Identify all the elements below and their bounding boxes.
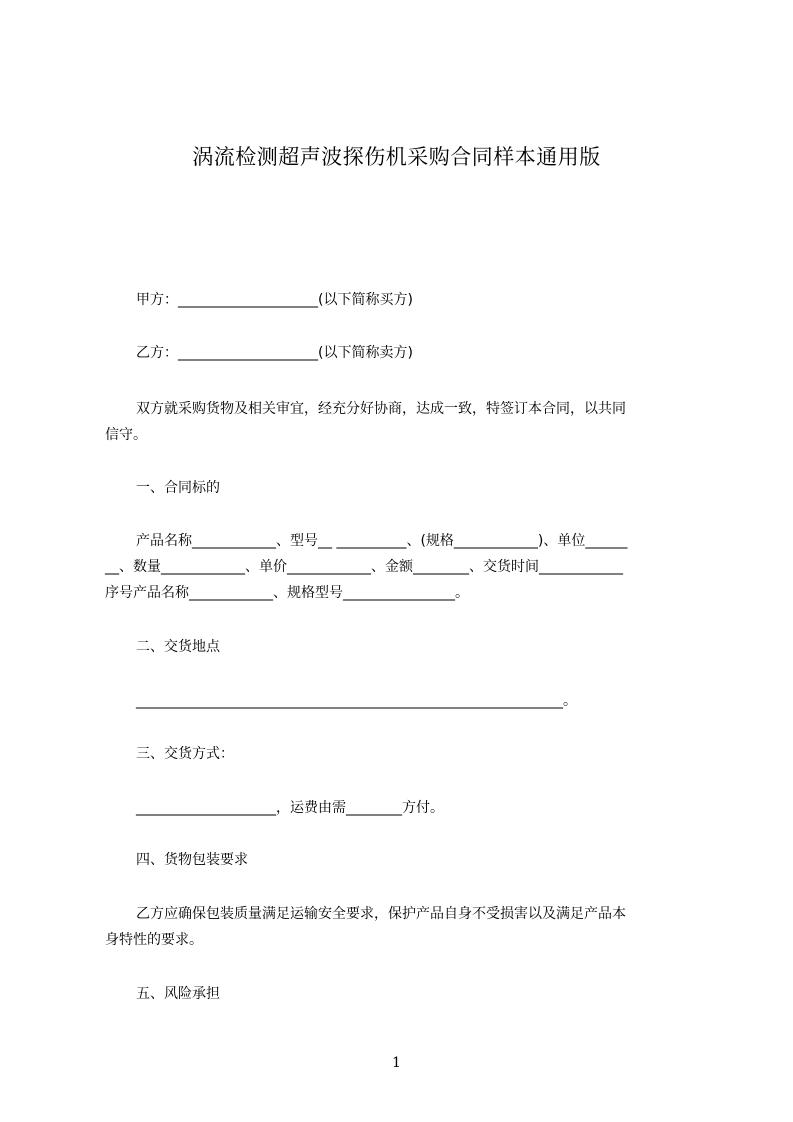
party-b-line: 乙方：____________________(以下简称卖方)	[136, 345, 413, 361]
intro-paragraph-line-1: 双方就采购货物及相关审宜，经充分好协商，达成一致，特签订本合同，以共同	[136, 401, 626, 417]
section-5-heading: 五、风险承担	[136, 986, 220, 1002]
section-3-line-1: ____________________，运费由需________方付。	[136, 800, 444, 816]
section-4-line-1: 乙方应确保包装质量满足运输安全要求，保护产品自身不受损害以及满足产品本	[136, 906, 626, 922]
section-1-line-2: __、数量____________、单价____________、金额________、交货时间____________	[105, 559, 623, 575]
section-2-heading: 二、交货地点	[136, 639, 220, 655]
section-1-heading: 一、合同标的	[136, 480, 220, 496]
party-a-line: 甲方：____________________(以下简称买方)	[136, 292, 413, 308]
section-4-heading: 四、货物包装要求	[136, 852, 248, 868]
section-2-line-1: _____________________________________________________________。	[136, 693, 577, 709]
section-3-heading: 三、交货方式：	[136, 746, 234, 762]
page-number: 1	[392, 1055, 401, 1071]
section-1-line-3: 序号产品名称____________、规格型号________________。	[105, 585, 469, 601]
document-title: 涡流检测超声波探伤机采购合同样本通用版	[192, 145, 601, 169]
section-4-line-2: 身特性的要求。	[105, 932, 203, 948]
section-1-line-1: 产品名称____________、型号__ __________、(规格____________)、单位______	[136, 533, 628, 549]
intro-paragraph-line-2: 信守。	[105, 427, 147, 443]
